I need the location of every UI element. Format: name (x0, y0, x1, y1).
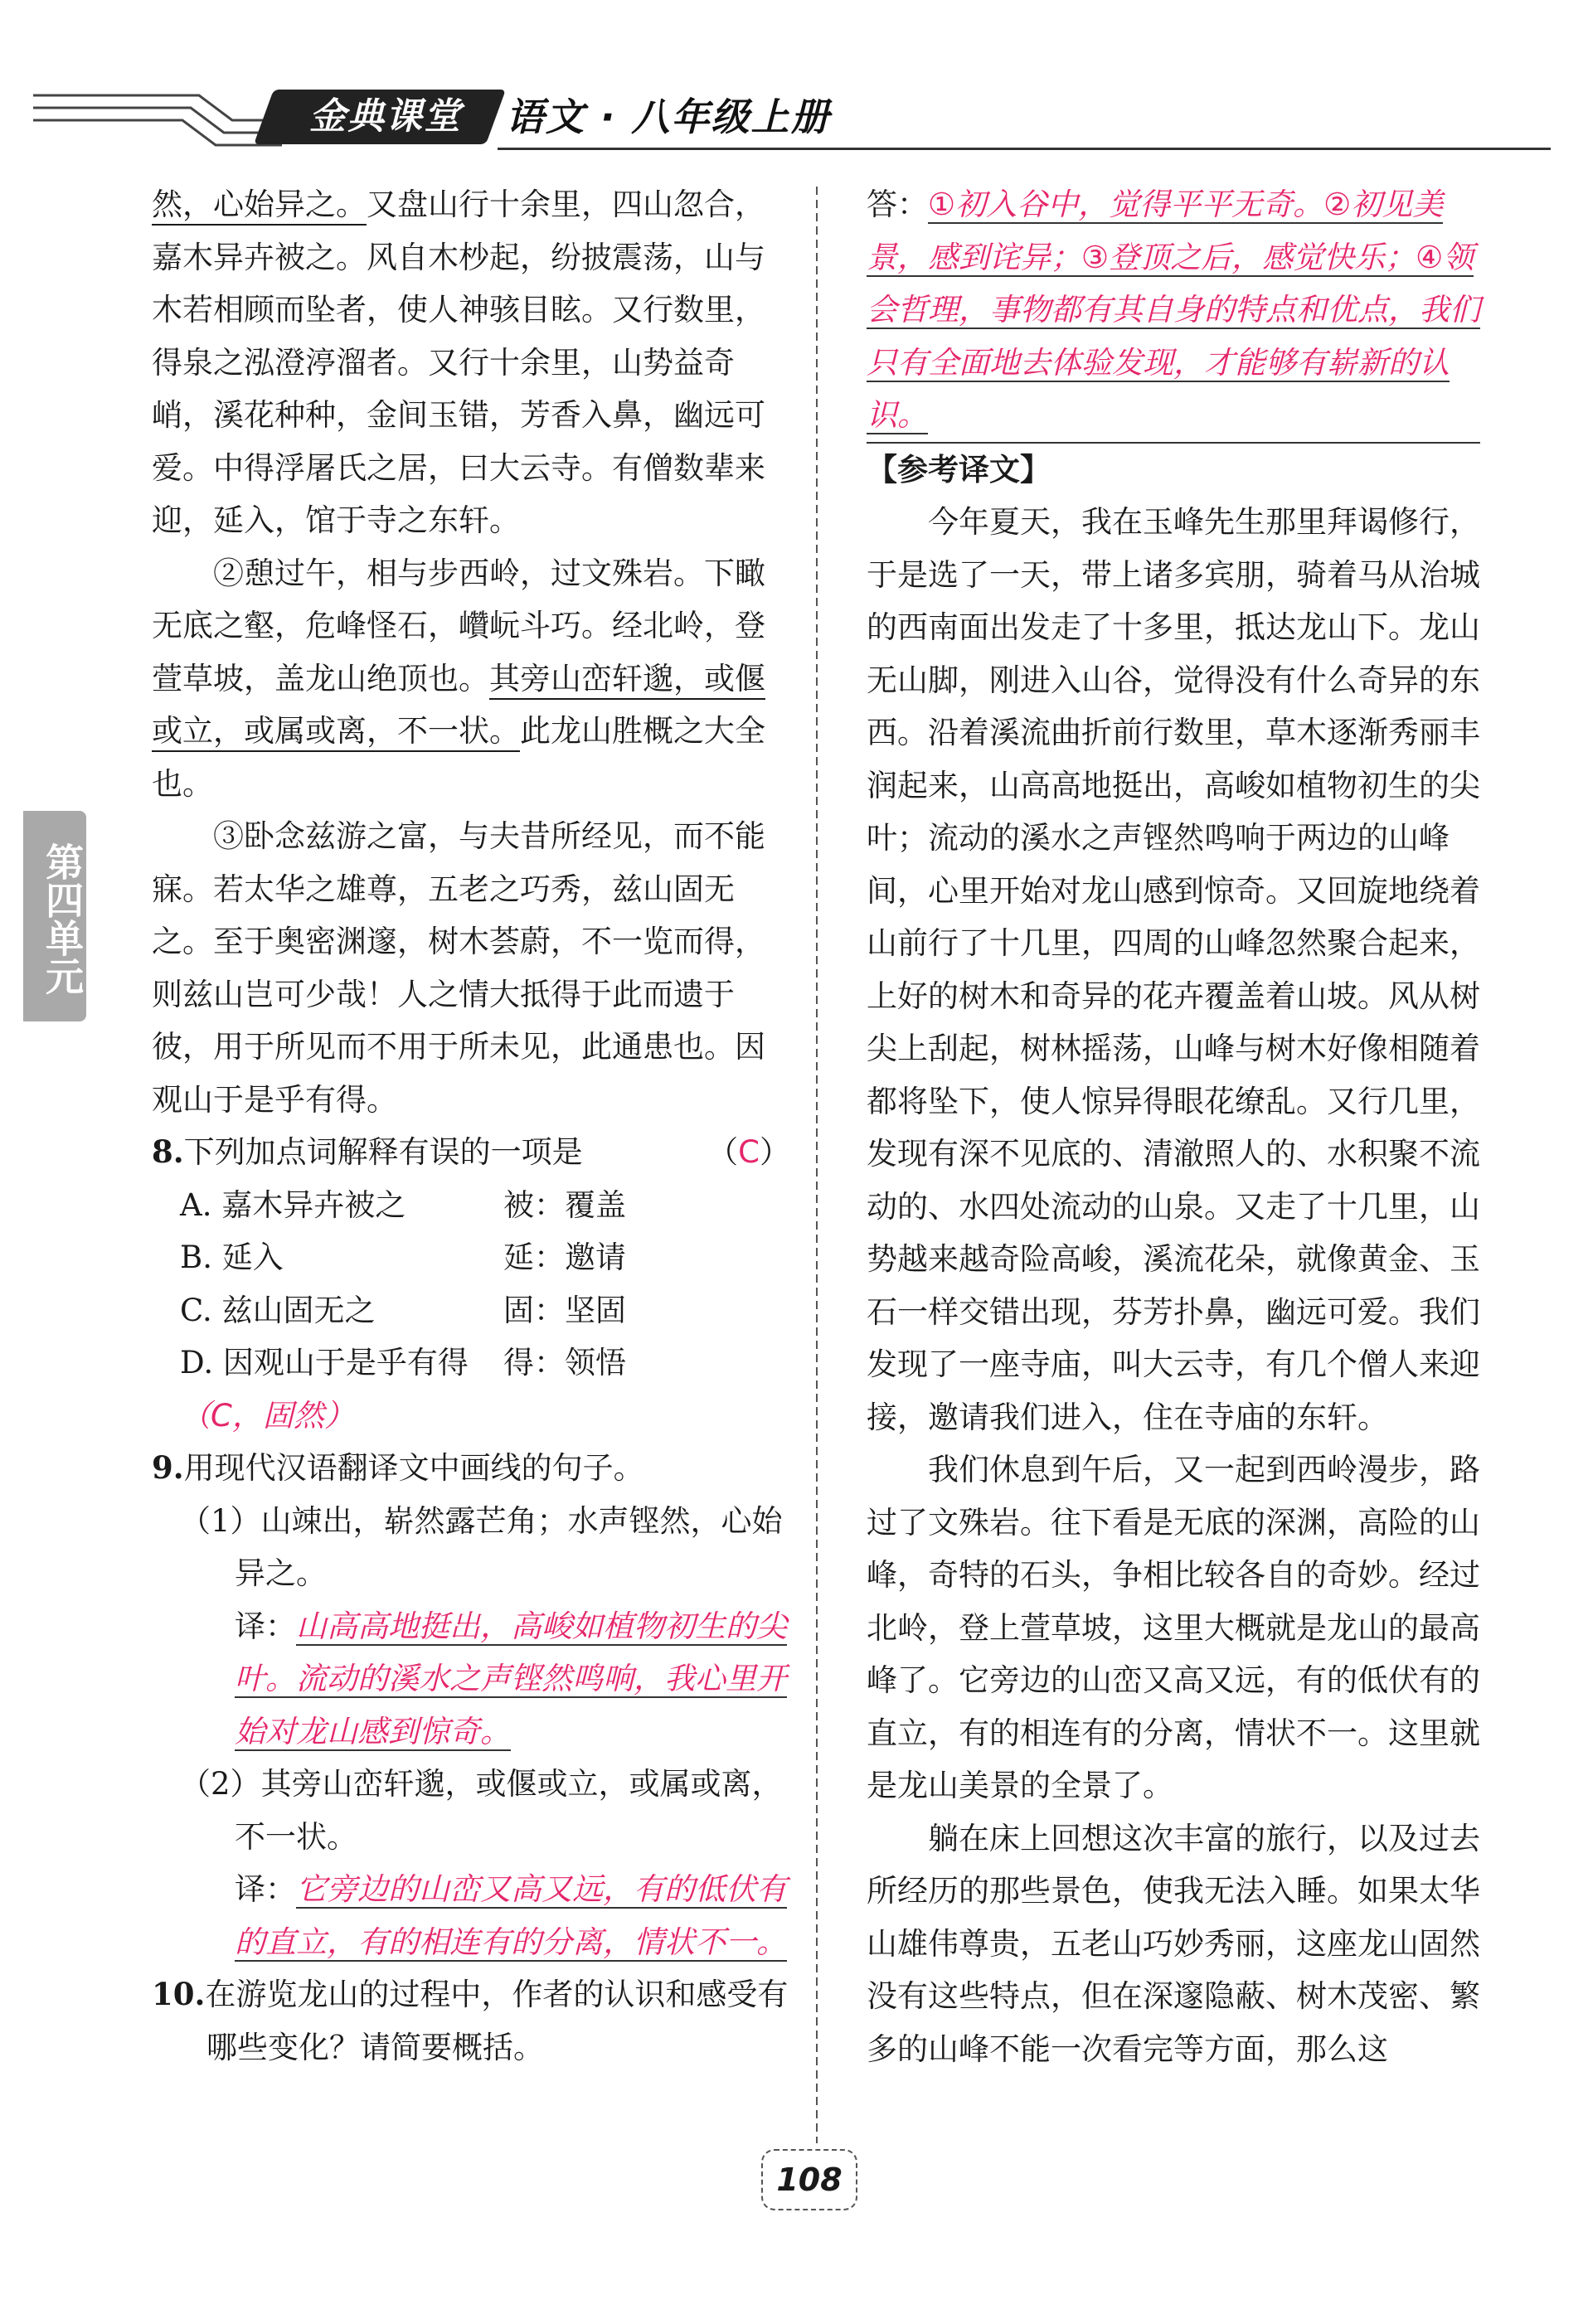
reference-para-2: 我们休息到午后，又一起到西岭漫步，路过了文殊岩。往下看是无底的深渊，高险的山峰，奇特的石头，争相比较各自的奇妙。经过北岭，登上萱草坡，这里大概就是龙山的最高峰了。它旁边的山峦又高又远，有的低伏有的直立，有的相连有的分离，情状不一。这里就是龙山美景的全景了。 (867, 1452, 1480, 1803)
passage-text: 此龙山胜概之大全也。 (152, 713, 765, 802)
header-decor-lines (33, 79, 282, 162)
sentence-2: （2）其旁山峦轩邈，或偃或立，或属或离，不一状。 (180, 1766, 783, 1855)
question-stem: 在游览龙山的过程中，作者的认识和感受有哪些变化？请简要概括。 (205, 1977, 789, 2065)
option-row (152, 1337, 790, 1390)
option-text: A. 嘉木异卉被之 (180, 1186, 406, 1223)
passage-underlined-sentence: 其旁山峦轩邈，或偃或立，或属或离，不一状。 (152, 661, 765, 753)
passage-para2 (152, 547, 790, 811)
option-text: C. 兹山固无之 (180, 1292, 376, 1328)
right-column (867, 178, 1480, 2075)
answer-label: 答： (867, 187, 928, 222)
translation-1 (152, 1600, 790, 1759)
answer-note: （C，固然） (180, 1397, 355, 1434)
question-number: 10. (152, 1976, 206, 2012)
sentence-1: （1）山竦出，崭然露芒角；水声铿然，心始异之。 (180, 1502, 783, 1591)
paren-open: （ (707, 1134, 739, 1170)
passage-line-underlined: 然，心始异之。 (152, 187, 367, 226)
left-column (152, 178, 790, 2074)
option-gloss: 固：坚固 (503, 1292, 626, 1328)
option-text: D. 因观山于是乎有得 (180, 1345, 469, 1380)
translation-label: 译： (235, 1608, 296, 1644)
translation-label: 译： (235, 1871, 296, 1907)
option-row (152, 1231, 790, 1284)
option-gloss: 得：领悟 (503, 1345, 626, 1380)
answer-text: ①初入谷中，觉得平平无奇。②初见美景，感到诧异；③登顶之后，感觉快乐；④领会哲理，事物都有其自身的特点和优点，我们只有全面地去体验发现，才能够有崭新的认识。 (867, 187, 1480, 433)
question-stem: 下列加点词解释有误的一项是 (183, 1134, 583, 1170)
option-gloss: 被：覆盖 (503, 1186, 626, 1223)
question-number: 8. (152, 1133, 184, 1170)
option-text: B. 延入 (180, 1240, 284, 1275)
passage-para1 (152, 178, 790, 547)
passage-text: ②憩过午，相与步西岭，过文殊岩。下瞰无底之壑，危峰怪石，巑岏斗巧。经北岭，登萱草坡，盖龙山绝顶也。 (152, 555, 765, 696)
paren-close: ） (760, 1134, 790, 1170)
translation-answer: 山高高地挺出，高峻如植物初生的尖叶。流动的溪水之声铿然鸣响，我心里开始对龙山感到惊奇。 (235, 1608, 787, 1749)
unit-side-tab-label: 第四单元 (40, 842, 85, 995)
passage-line: 又盘山行十余里，四山忽合，嘉木异卉被之。风自木杪起，纷披震荡，山与木若相顾而坠者，使人神骇目眩。又行数里，得泉之泓澄渟溜者。又行十余里，山势益奇峭，溪花种种，金间玉错，芳香入鼻，幽远可爱。中得浮屠氏之居，曰大云寺。有僧数辈来迎，延入，馆于寺之东轩。 (152, 187, 765, 538)
answer-choice: C (738, 1134, 760, 1170)
reference-para-3: 躺在床上回想这次丰富的旅行，以及过去所经历的那些景色，使我无法入睡。如果太华山雄伟尊贵，五老山巧妙秀丽，这座龙山固然没有这些特点，但在深邃隐蔽、树木茂密、繁多的山峰不能一次看完等方面，那么这 (867, 1820, 1480, 2067)
question-8 (152, 1126, 790, 1442)
question-number: 9. (152, 1449, 184, 1486)
question-stem: 用现代汉语翻译文中画线的句子。 (183, 1450, 644, 1486)
reference-translation-header: 【参考译文】 (867, 451, 1051, 488)
header-rule (498, 148, 1551, 150)
question-10 (152, 1968, 790, 2074)
header-title: 语文 · 八年级上册 (506, 95, 831, 139)
question-9 (152, 1442, 790, 1968)
column-divider (809, 187, 825, 2143)
option-gloss: 延：邀请 (503, 1240, 626, 1275)
passage-para3: ③卧念兹游之富，与夫昔所经见，而不能寐。若太华之雄尊，五老之巧秀，兹山固无之。至于奥密渊邃，树木荟蔚，不一览而得，则兹山岂可少哉！人之情大抵得于此而遗于彼，用于所见而不用于所未见，此通患也。因观山于是乎有得。 (152, 818, 765, 1118)
translation-2 (152, 1863, 790, 1968)
page-number: 108 (761, 2149, 857, 2210)
reference-para-1: 今年夏天，我在玉峰先生那里拜谒修行，于是选了一天，带上诸多宾朋，骑着马从治城的西南面出发走了十多里，抵达龙山下。龙山无山脚，刚进入山谷，觉得没有什么奇异的东西。沿着溪流曲折前行数里，草木逐渐秀丽丰润起来，山高高地挺出，高峻如植物初生的尖叶；流动的溪水之声铿然鸣响于两边的山峰间，心里开始对龙山感到惊奇。又回旋地绕着山前行了十几里，四周的山峰忽然聚合起来，上好的树木和奇异的花卉覆盖着山坡。风从树尖上刮起，树林摇荡，山峰与树木好像相随着都将坠下，使人惊异得眼花缭乱。又行几里，发现有深不见底的、清澈照人的、水积聚不流动的、水四处流动的山泉。又走了十几里，山势越来越奇险高峻，溪流花朵，就像黄金、玉石一样交错出现，芬芳扑鼻，幽远可爱。我们发现了一座寺庙，叫大云寺，有几个僧人来迎接，邀请我们进入，住在寺庙的东轩。 (867, 504, 1480, 1435)
option-row (152, 1284, 790, 1337)
answer-10 (867, 178, 1480, 444)
answer-bracket (707, 1126, 790, 1179)
option-row (152, 1179, 790, 1232)
header-badge: 金典课堂 (309, 95, 462, 138)
translation-answer: 它旁边的山峦又高又远，有的低伏有的直立，有的相连有的分离，情状不一。 (235, 1871, 787, 1960)
